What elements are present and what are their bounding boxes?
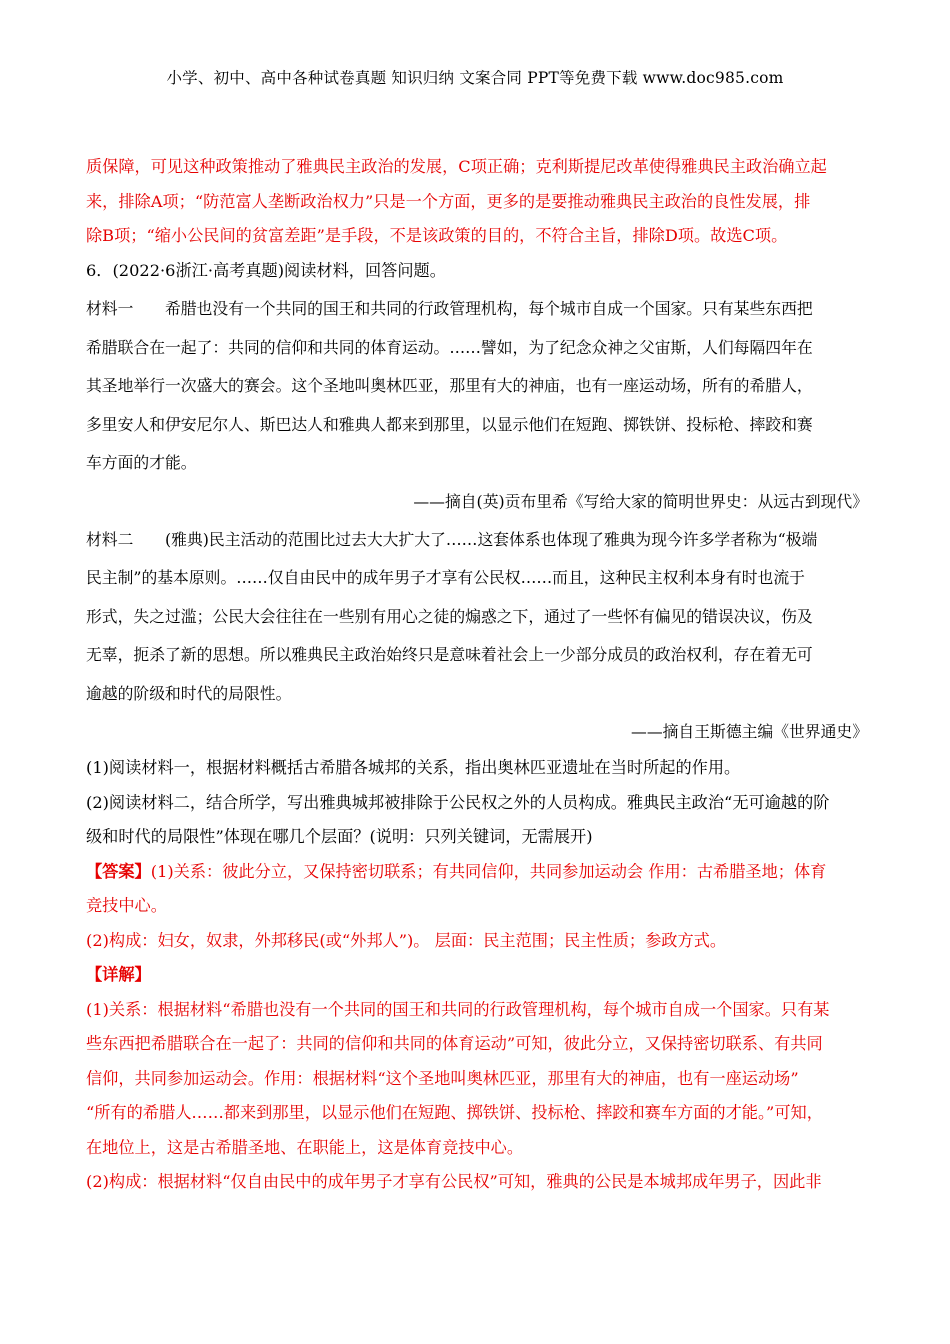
text-line: 逾越的阶级和时代的局限性。 <box>86 683 292 703</box>
detail-line: 在地位上，这是古希腊圣地、在职能上，这是体育竞技中心。 <box>86 1137 524 1157</box>
answer-section <box>86 855 868 959</box>
previous-answer <box>86 150 868 254</box>
citation: ——摘自(英)贡布里希《写给大家的简明世界史：从远古到现代》 <box>413 491 868 511</box>
text-line: 形式，失之过滥；公民大会往往在一些别有用心之徒的煽惑之下，通过了一些怀有偏见的错误决议，伤及 <box>86 606 813 626</box>
text-line: 希腊联合在一起了：共同的信仰和共同的体育运动。……譬如，为了纪念众神之父宙斯，人们每隔四年在 <box>86 337 813 357</box>
answer-line <box>86 855 868 890</box>
content-area <box>86 150 868 1200</box>
text-line: 其圣地举行一次盛大的赛会。这个圣地叫奥林匹亚，那里有大的神庙，也有一座运动场，所有的希腊人， <box>86 376 813 395</box>
sub-question: (2)阅读材料二，结合所学，写出雅典城邦被排除于公民权之外的人员构成。雅典民主政治“无可逾越的阶 <box>86 792 830 812</box>
detail-tag-line <box>86 958 868 993</box>
sub-question: (1)阅读材料一，根据材料概括古希腊各城邦的关系，指出奥林匹亚遗址在当时所起的作用。 <box>86 758 741 777</box>
text-line: 材料二 (雅典)民主活动的范围比过去大大扩大了……这套体系也体现了雅典为现今许多学者称为“极端 <box>86 529 818 549</box>
sub-question: 级和时代的局限性”体现在哪几个层面？(说明：只列关键词，无需展开) <box>86 827 593 846</box>
sub-questions <box>86 751 868 855</box>
text-line: 质保障，可见这种政策推动了雅典民主政治的发展，C项正确；克利斯提尼改革使得雅典民主政治确立起 <box>86 157 827 176</box>
page-header: 小学、初中、高中各种试卷真题 知识归纳 文案合同 PPT等免费下载 www.doc985.com <box>166 69 784 87</box>
question-title: 6．(2022·6浙江·高考真题)阅读材料，回答问题。 <box>86 260 446 280</box>
answer-line: (2)构成：妇女，奴隶，外邦移民(或“外邦人”)。 层面：民主范围；民主性质；参政方式。 <box>86 930 727 950</box>
answer-tag: 【答案】 <box>86 861 151 881</box>
answer-text: (1)关系：彼此分立，又保持密切联系；有共同信仰，共同参加运动会 作用：古希腊圣地；体育 <box>150 861 827 881</box>
text-line: 车方面的才能。 <box>86 453 197 472</box>
citation: ——摘自王斯德主编《世界通史》 <box>631 722 868 741</box>
text-line: 来，排除A项；“防范富人垄断政治权力”只是一个方面，更多的是要推动雅典民主政治的良性发展，排 <box>86 191 811 211</box>
detail-section <box>86 958 868 1200</box>
detail-line: “所有的希腊人……都来到那里，以显示他们在短跑、掷铁饼、投标枪、摔跤和赛车方面的才能。”可知， <box>86 1103 823 1122</box>
text-line: 除B项；“缩小公民间的贫富差距”是手段，不是该政策的目的，不符合主旨，排除D项。故选C项。 <box>86 226 788 245</box>
detail-line: 信仰，共同参加运动会。作用：根据材料“这个圣地叫奥林匹亚，那里有大的神庙，也有一座运动场” <box>86 1068 799 1088</box>
material-one <box>86 290 868 521</box>
detail-tag: 【详解】 <box>86 965 151 984</box>
answer-line: 竞技中心。 <box>86 896 167 915</box>
detail-line: (1)关系：根据材料“希腊也没有一个共同的国王和共同的行政管理机构，每个城市自成一个国家。只有某 <box>86 999 830 1019</box>
text-line: 材料一 希腊也没有一个共同的国王和共同的行政管理机构，每个城市自成一个国家。只有某些东西把 <box>86 299 813 318</box>
text-line: 民主制”的基本原则。……仅自由民中的成年男子才享有公民权……而且，这种民主权利本身有时也流于 <box>86 568 805 587</box>
text-line: 无辜，扼杀了新的思想。所以雅典民主政治始终只是意味着社会上一少部分成员的政治权利，存在着无可 <box>86 645 813 664</box>
detail-line: 些东西把希腊联合在一起了：共同的信仰和共同的体育运动”可知，彼此分立，又保持密切联系、有共同 <box>86 1034 823 1053</box>
material-two <box>86 521 868 752</box>
text-line: 多里安人和伊安尼尔人、斯巴达人和雅典人都来到那里，以显示他们在短跑、掷铁饼、投标枪、摔跤和赛 <box>86 414 813 434</box>
detail-line: (2)构成：根据材料“仅自由民中的成年男子才享有公民权”可知，雅典的公民是本城邦成年男子，因此非 <box>86 1172 822 1191</box>
